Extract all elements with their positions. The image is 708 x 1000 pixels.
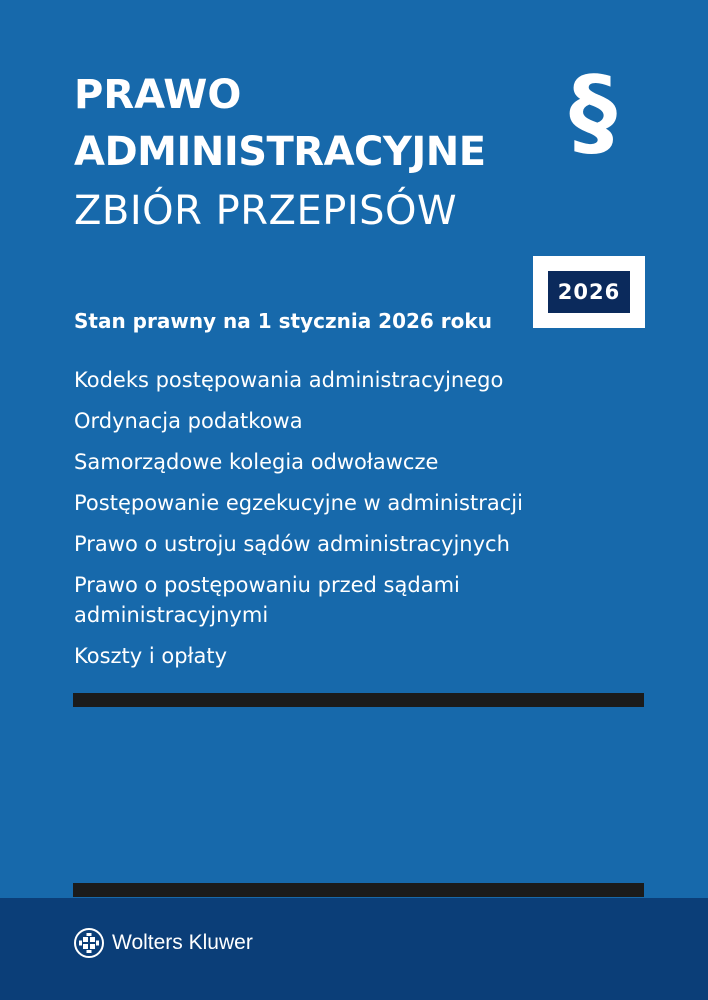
act-item: Postępowanie egzekucyjne w administracji (74, 491, 523, 515)
publisher-logo (74, 928, 253, 958)
year-label: 2026 (548, 271, 630, 313)
legal-state-date: Stan prawny na 1 stycznia 2026 roku (74, 309, 492, 333)
act-item: Prawo o ustroju sądów administracyjnych (74, 532, 510, 556)
act-item: Prawo o postępowaniu przed sądami administracyjnymi (74, 573, 460, 627)
publisher-name: Wolters Kluwer (112, 931, 253, 954)
act-item: Koszty i opłaty (74, 644, 228, 668)
divider-bottom (73, 883, 644, 897)
act-item: Ordynacja podatkowa (74, 409, 303, 433)
wolters-kluwer-logo-icon (74, 928, 104, 958)
acts-list (74, 365, 574, 682)
section-sign-icon: § (569, 56, 617, 168)
act-item: Kodeks postępowania administracyjnego (74, 368, 504, 392)
title-line-1: PRAWO (74, 72, 242, 118)
year-badge (533, 256, 645, 328)
divider-top (73, 693, 644, 707)
title-line-2: ADMINISTRACYJNE (74, 129, 486, 175)
subtitle: ZBIÓR PRZEPISÓW (74, 188, 458, 234)
act-item: Samorządowe kolegia odwoławcze (74, 450, 439, 474)
